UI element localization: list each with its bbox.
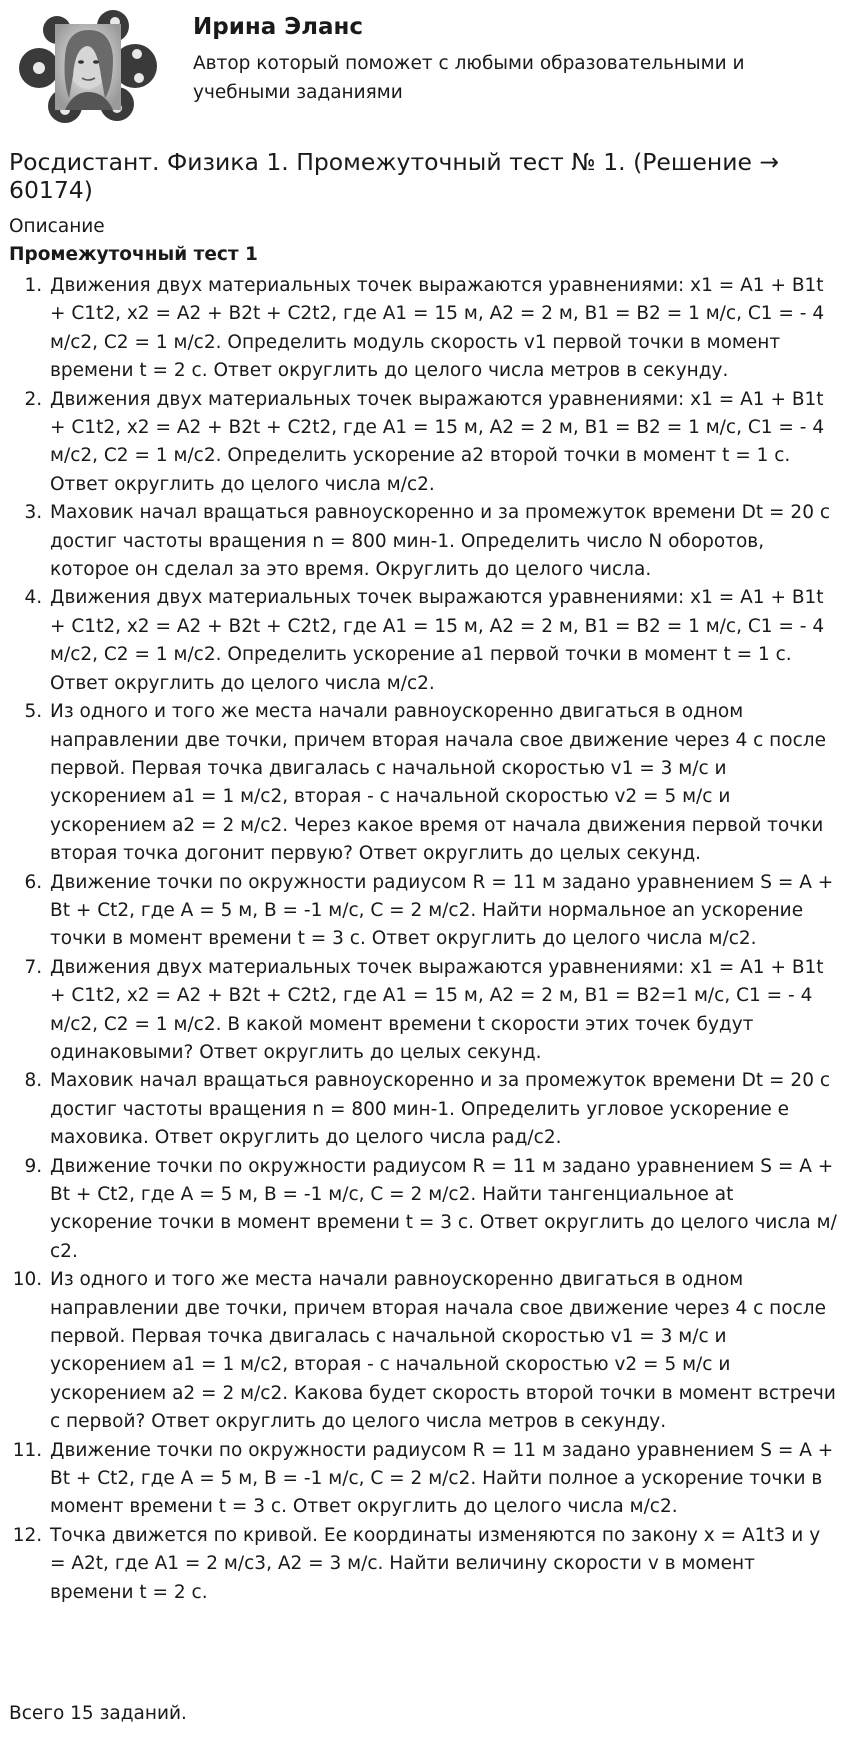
description-label: Описание — [9, 216, 105, 237]
task-list — [9, 272, 838, 1607]
task-item: 9. Движение точки по окружности радиусом R = 11 м задано уравнением S = A + Bt + Ct2, где A = 5 м, B = -1 м/с, C = 2 м/с2. Найти тангенциальное at ускорение точки в момент времени t = 3 с. Ответ округлить до целого числа м/с2. — [48, 1153, 838, 1267]
task-item: 10. Из одного и того же места начали равноускоренно двигаться в одном направлении две точки, причем вторая начала свое движение через 4 с после первой. Первая точка двигалась с начальной скоростью v1 = 3 м/с и ускорением a1 = 1 м/с2, вторая - с начальной скоростью v2 = 5 м/с и ускорением a2 = 2 м/с2. Какова будет скорость второй точки в момент встречи с первой? Ответ округлить до целого числа метров в секунду. — [48, 1266, 838, 1436]
author-avatar-icon — [17, 6, 157, 126]
author-description: Автор который поможет с любыми образовательными и учебными заданиями — [193, 53, 745, 103]
author-block — [9, 0, 838, 132]
task-item: 3. Маховик начал вращаться равноускоренно и за промежуток времени Dt = 20 с достиг частоты вращения n = 800 мин-1. Определить число N оборотов, которое он сделал за это время. Округлить до целого числа. — [48, 499, 838, 584]
task-item: 8. Маховик начал вращаться равноускоренно и за промежуток времени Dt = 20 с достиг частоты вращения n = 800 мин-1. Определить угловое ускорение e маховика. Ответ округлить до целого числа рад/с2. — [48, 1067, 838, 1152]
task-item: 7. Движения двух материальных точек выражаются уравнениями: x1 = A1 + B1t + C1t2, x2 = A2 + B2t + C2t2, где A1 = 15 м, A2 = 2 м, B1 = B2=1 м/с, C1 = - 4 м/с2, C2 = 1 м/с2. В какой момент времени t скорости этих точек будут одинаковыми? Ответ округлить до целых секунд. — [48, 954, 838, 1068]
task-item: 1. Движения двух материальных точек выражаются уравнениями: x1 = A1 + B1t + C1t2, x2 = A2 + B2t + C2t2, где A1 = 15 м, A2 = 2 м, B1 = B2 = 1 м/с, C1 = - 4 м/с2, C2 = 1 м/с2. Определить модуль скорость v1 первой точки в момент времени t = 2 с. Ответ округлить до целого числа метров в секунду. — [48, 272, 838, 386]
tasks-total: Всего 15 заданий. — [9, 1703, 187, 1724]
section-title: Промежуточный тест 1 — [9, 244, 258, 265]
task-item: 6. Движение точки по окружности радиусом R = 11 м задано уравнением S = A + Bt + Ct2, где A = 5 м, B = -1 м/с, C = 2 м/с2. Найти нормальное an ускорение точки в момент времени t = 3 с. Ответ округлить до целого числа м/с2. — [48, 869, 838, 954]
task-item: 5. Из одного и того же места начали равноускоренно двигаться в одном направлении две точки, причем вторая начала свое движение через 4 с после первой. Первая точка двигалась с начальной скоростью v1 = 3 м/с и ускорением a1 = 1 м/с2, вторая - с начальной скоростью v2 = 5 м/с и ускорением a2 = 2 м/с2. Через какое время от начала движения первой точки вторая точка догонит первую? Ответ округлить до целых секунд. — [48, 698, 838, 868]
author-name[interactable]: Ирина Эланс — [193, 14, 364, 40]
task-item: 11. Движение точки по окружности радиусом R = 11 м задано уравнением S = A + Bt + Ct2, где A = 5 м, B = -1 м/с, C = 2 м/с2. Найти полное a ускорение точки в момент времени t = 3 с. Ответ округлить до целого числа м/с2. — [48, 1437, 838, 1522]
task-item: 4. Движения двух материальных точек выражаются уравнениями: x1 = A1 + B1t + C1t2, x2 = A2 + B2t + C2t2, где A1 = 15 м, A2 = 2 м, B1 = B2 = 1 м/с, C1 = - 4 м/с2, C2 = 1 м/с2. Определить ускорение a1 первой точки в момент t = 1 с. Ответ округлить до целого числа м/с2. — [48, 584, 838, 698]
page-title: Росдистант. Физика 1. Промежуточный тест № 1. (Решение → 60174) — [9, 148, 780, 204]
task-item: 2. Движения двух материальных точек выражаются уравнениями: x1 = A1 + B1t + C1t2, x2 = A2 + B2t + C2t2, где A1 = 15 м, A2 = 2 м, B1 = B2 = 1 м/с, C1 = - 4 м/с2, C2 = 1 м/с2. Определить ускорение a2 второй точки в момент t = 1 с. Ответ округлить до целого числа м/с2. — [48, 386, 838, 500]
task-item: 12. Точка движется по кривой. Ее координаты изменяются по закону x = A1t3 и y = A2t, где A1 = 2 м/с3, A2 = 3 м/с. Найти величину скорости v в момент времени t = 2 с. — [48, 1522, 838, 1607]
